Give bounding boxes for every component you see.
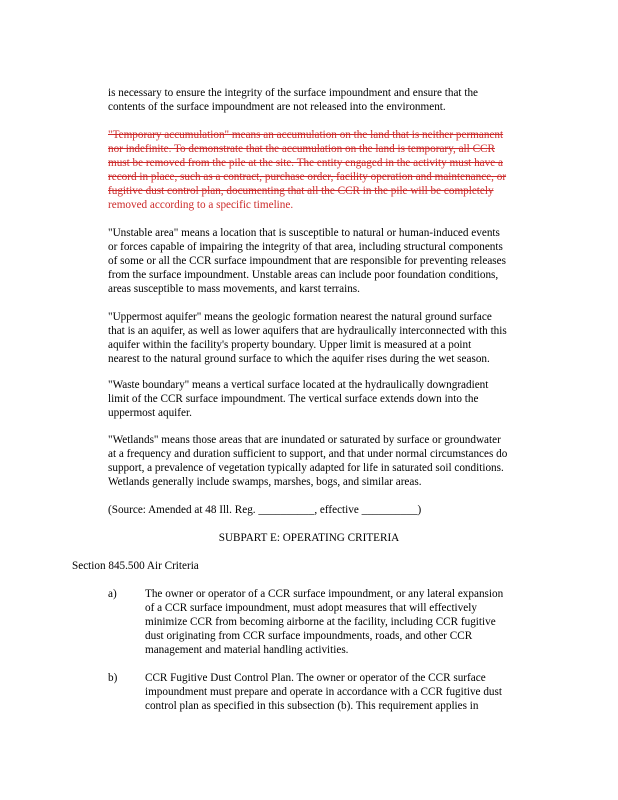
section-heading: Section 845.500 Air Criteria [72, 560, 199, 572]
struck-text-line: "Temporary accumulation" means an accumulation on the land that is neither permanent [108, 129, 504, 141]
text-line: CCR Fugitive Dust Control Plan. The owner or operator of the CCR surface [145, 672, 486, 684]
text-line: nearest to the natural ground surface to which the aquifer rises during the wet season. [108, 353, 490, 365]
text-line: control plan as specified in this subsection (b). This requirement applies in [145, 700, 479, 712]
text-line: "Wetlands" means those areas that are inundated or saturated by surface or groundwater [108, 434, 501, 446]
text-line: impoundment must prepare and operate in accordance with a CCR fugitive dust [145, 686, 502, 698]
text-line: Wetlands generally include swamps, marshes, bogs, and similar areas. [108, 476, 422, 488]
paragraph-wetlands [108, 433, 548, 489]
paragraph-integrity [108, 86, 548, 114]
item-body-a [145, 587, 545, 657]
struck-text-line: must be removed from the pile at the site. The entity engaged in the activity must have a [108, 157, 503, 169]
text-line: of a CCR surface impoundment, must adopt measures that will effectively [145, 602, 477, 614]
text-line: is necessary to ensure the integrity of the surface impoundment and ensure that the [108, 87, 479, 99]
struck-text-line: record in place, such as a contract, purchase order, facility operation and maintenance, or [108, 171, 507, 183]
text-line: minimize CCR from becoming airborne at the facility, including CCR fugitive [145, 616, 496, 628]
text-line: at a frequency and duration sufficient to support, and that under normal circumstances do [108, 448, 508, 460]
paragraph-temporary-accumulation [108, 128, 548, 212]
text-line: areas susceptible to mass movements, and karst terrains. [108, 283, 360, 295]
text-line: that is an aquifer, as well as lower aquifers that are hydraulically interconnected with this [108, 325, 507, 337]
text-line: support, a prevalence of vegetation typically adapted for life in saturated soil conditions. [108, 462, 504, 474]
text-line: contents of the surface impoundment are not released into the environment. [108, 101, 446, 113]
item-label-a: a) [108, 588, 117, 600]
struck-text-line: fugitive dust control plan, documenting that all the CCR in the pile will be completely [108, 185, 494, 197]
text-line: "Unstable area" means a location that is susceptible to natural or human-induced events [108, 227, 500, 239]
text-line: from the surface impoundment. Unstable areas can include poor foundation conditions, [108, 269, 499, 281]
text-line: management and material handling activities. [145, 644, 349, 656]
text-line: uppermost aquifer. [108, 407, 192, 419]
source-note [108, 503, 548, 517]
item-body-b [145, 671, 545, 713]
struck-text-line: nor indefinite. To demonstrate that the accumulation on the land is temporary, all CCR [108, 143, 495, 155]
text-line: of some or all the CCR surface impoundment that are responsible for preventing releases [108, 255, 506, 267]
text-line: aquifer within the facility's property boundary. Upper limit is measured at a point [108, 339, 472, 351]
paragraph-uppermost-aquifer [108, 310, 548, 366]
paragraph-unstable-area [108, 226, 548, 296]
text-line: limit of the CCR surface impoundment. The vertical surface extends down into the [108, 393, 479, 405]
item-label-b: b) [108, 672, 118, 684]
subpart-heading: SUBPART E: OPERATING CRITERIA [218, 532, 400, 544]
text-line: dust originating from CCR surface impoundments, roads, and other CCR [145, 630, 473, 642]
text-line: or forces capable of impairing the integrity of that area, including structural components [108, 241, 503, 253]
text-line: "Waste boundary" means a vertical surface located at the hydraulically downgradient [108, 379, 489, 391]
paragraph-waste-boundary [108, 378, 548, 420]
source-text: (Source: Amended at 48 Ill. Reg. __________, effective __________) [108, 504, 422, 516]
text-line: "Uppermost aquifer" means the geologic formation nearest the natural ground surface [108, 311, 492, 323]
text-line: The owner or operator of a CCR surface impoundment, or any lateral expansion [145, 588, 504, 600]
inserted-text-line: removed according to a specific timeline. [108, 199, 294, 211]
